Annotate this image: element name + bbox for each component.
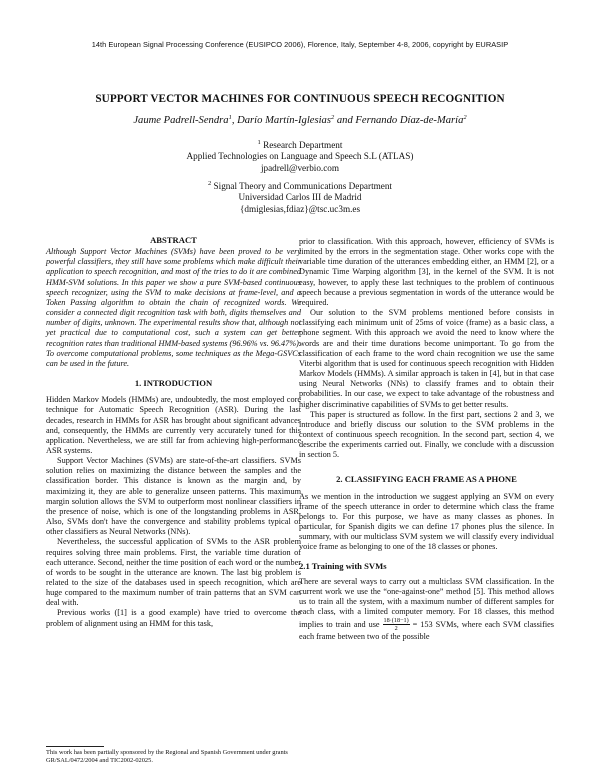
abstract-text: Although Support Vector Machines (SVMs) have been proved to be very powerful classifiers, they still have some problems which make difficult their application to speech recognition, and most of the tries to do it are combined HMM-SVM solutions. In this paper we show a pure SVM-based continuous speech recognizer, using the SVM to make decisions at frame-level, and a Token Passing algorithm to obtain the chain of recognized words. We consider a connected digit recognition task with both, digits themselves and number of digits, unknown. The experimental results show that, although not yet practical due to computational cost, such a system can get better recognition rates than traditional HMM-based systems (96.96% vs. 96.47%). To overcome computational problems, some techniques as the Mega-GSVCs can be used in the future. [46,247,301,368]
footnote: This work has been partially sponsored by the Regional and Spanish Government under grants GR/SAL/0472/2004 and TIC2002-02025. [46,749,288,764]
body-paragraph: There are several ways to carry out a multiclass SVM classification. In the current work we use the “one-against-one” method [5]. This method allows us to train all the system, with a maximum number of different samples for each class, with a limited computer memory. For 18 classes, this method implies to train and use $\frac{18\cdot(18-1)}{2}$ = 153 SVMs, where each SVM classifies each frame between two of the possible [299,576,554,642]
author-list: Jaume Padrell-Sendra$^1$, Darío Martín-Iglesias$^2$ and Fernando Díaz-de-María$^2$ [133,114,467,126]
body-paragraph: As we mention in the introduction we suggest applying an SVM on every frame of the speech utterance in order to determine which class the frame belongs to. For this purpose, we have as many classes as phones. In particular, for Spanish digits we can define 17 phones plus the silence. In summary, with our multiclass SVM system we will classify every individual voice frame as belonging to one of the 18 classes or phones. [299,491,554,552]
abstract-heading: ABSTRACT [150,235,197,245]
right-column [299,237,554,642]
left-column [46,235,301,629]
author-name: Fernando Díaz-de-María [355,115,464,126]
author-name: Jaume Padrell-Sendra [133,115,229,126]
paper-title: SUPPORT VECTOR MACHINES FOR CONTINUOUS SPEECH RECOGNITION [95,93,505,105]
body-paragraph: Previous works ([1] is a good example) have tried to overcome the problem of alignment using an HMM for this task, [46,608,301,628]
author-name: Darío Martín-Iglesias [237,115,331,126]
fraction: $\frac{18\cdot(18-1)}{2}$ [383,617,409,633]
body-paragraph: This paper is structured as follow. In the first part, sections 2 and 3, we introduce and briefly discuss our solution to the SVM problems in the context of continuous speech recognition. In the second part, section 4, we describe the experiments carried out. Finally, we conclude with a discussion in section 5. [299,409,554,460]
body-paragraph: Support Vector Machines (SVMs) are state-of-the-art classifiers. SVMs solution relies on maximizing the distance between the samples and the classification border. This distance is known as the margin and, by maximizing it, they are able to generalize unseen patterns. This maximum margin solution allows the SVM to outperform most nonlinear classifiers in the presence of noise, which is one of the longstanding problems in ASR. Also, SVMs don't have the convergence and stability problems typical of other classifiers as Neural Networks (NNs). [46,456,301,537]
body-paragraph: Nevertheless, the successful application of SVMs to the ASR problem requires solving three main problems. First, the variable time duration of each utterance. Second, neither the time position of each word or the number of words to be sought in the utterance are known. The last big problem is related to the size of the databases used in speech recognition, which are huge compared to the maximum number of train patterns that an SVM can deal with. [46,537,301,608]
body-paragraph: Hidden Markov Models (HMMs) are, undoubtedly, the most employed core technique for Automatic Speech Recognition (ASR). During the last decades, research in HMMs for ASR has brought about significant advances and, consequently, the HMMs are currently very accurately tuned for this application. Nevertheless, we are still far from achieving high-performance ASR systems. [46,395,301,455]
subsection-heading: 2.1 Training with SVMs [299,560,387,571]
affiliation-1: $^1$ Research Department Applied Technologies on Language and Speech S.L (ATLAS) jpadrell@verbio.com [40,140,560,174]
affiliation-2: $^2$ Signal Theory and Communications Department Universidad Carlos III de Madrid {dmiglesias,fdiaz}@tsc.uc3m.es [40,181,560,215]
email-text: jpadrell@verbio.com [260,162,340,173]
footnote-rule [46,746,104,747]
section-heading: 1. INTRODUCTION [134,378,213,389]
section-heading: 2. CLASSIFYING EACH FRAME AS A PHONE [336,474,517,485]
email-text: {dmiglesias,fdiaz}@tsc.uc3m.es [239,203,361,214]
conference-header: 14th European Signal Processing Conference (EUSIPCO 2006), Florence, Italy, September 4-8, 2006, copyright by EURASIP [91,40,509,49]
body-paragraph: prior to classification. With this approach, however, efficiency of SVMs is limited by the errors in the segmentation stage. Other works cope with the variable time duration of the utterances embedding either, an HMM [2], or a Dynamic Time Warping algorithm [3], in the kernel of the SVM. It is not easy, however, to apply these last techniques to the problem of continuous speech because a previous segmentation in words of the utterance would be required. [299,237,554,307]
body-paragraph: Our solution to the SVM problems mentioned before consists in classifying each minimum unit of 25ms of voice (frame) as a basic class, a phone segment. With this approach we avoid the need to know where the words are and their time durations become unimportant. To go from the classification of each frame to the word chain recognition we use the same Viterbi algorithm that is used for continuous speech recognition with Hidden Markov Models (HMMs). A similar approach is taken in [4], but in that case using Neural Networks (NNs) to classify frames and to obtain their probabilities. In our case, we expect to take advantage of the robustness and higher discriminative capabilities of SVMs to get better results. [299,308,554,409]
